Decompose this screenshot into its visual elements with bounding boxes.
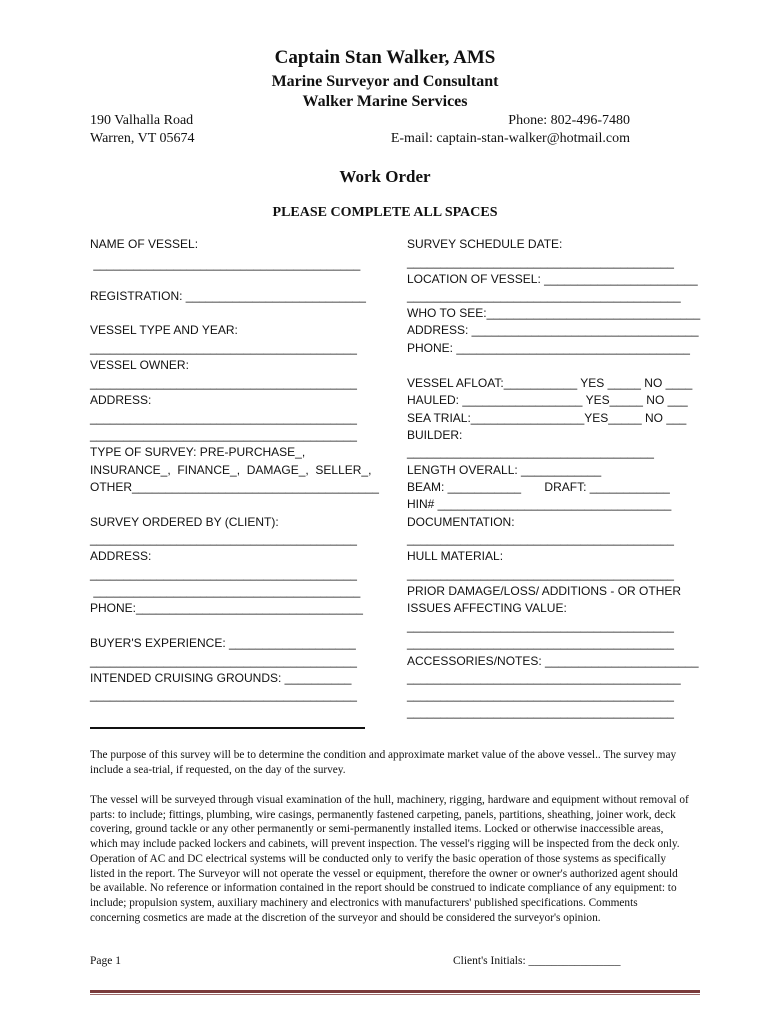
line-name-of-vessel[interactable]: ________________________________________ xyxy=(90,257,361,271)
line-client-address-2[interactable]: ________________________________________ xyxy=(90,584,361,598)
line-buyers-experience[interactable]: ________________________________________ xyxy=(90,654,357,668)
field-registration[interactable]: REGISTRATION: ___________________________ xyxy=(90,289,366,303)
line-owner-address-1[interactable]: ________________________________________ xyxy=(90,411,357,425)
field-contact-address[interactable]: ADDRESS: __________________________________ xyxy=(407,323,699,337)
phone-number: Phone: 802-496-7480 xyxy=(508,113,630,128)
client-initials[interactable]: Client's Initials: ________________ xyxy=(453,955,621,967)
line-hull-material[interactable]: ________________________________________ xyxy=(407,567,674,581)
purpose-paragraph: The purpose of this survey will be to determine the condition and approximate market value of the above vessel.. The survey may include a sea-trial, if requested, on the day of the survey. xyxy=(90,749,677,776)
line-survey-ordered-by[interactable]: ________________________________________ xyxy=(90,532,357,546)
line-cruising-grounds[interactable]: ________________________________________ xyxy=(90,688,357,702)
line-accessories-notes-2[interactable]: ________________________________________ xyxy=(407,688,674,702)
field-contact-phone[interactable]: PHONE: ___________________________________ xyxy=(407,341,690,355)
field-who-to-see[interactable]: WHO TO SEE:________________________________ xyxy=(407,306,701,320)
footer-rule xyxy=(90,990,700,993)
form-title: Work Order xyxy=(339,167,431,186)
line-builder[interactable]: _____________________________________ xyxy=(407,445,654,459)
line-survey-schedule-date[interactable]: ________________________________________ xyxy=(407,255,674,269)
field-sea-trial[interactable]: SEA TRIAL:_________________YES_____ NO ___ xyxy=(407,411,687,425)
surveyor-name: Captain Stan Walker, AMS xyxy=(274,47,496,68)
field-client-phone[interactable]: PHONE:__________________________________ xyxy=(90,601,363,615)
field-beam-draft[interactable]: BEAM: ___________ DRAFT: ____________ xyxy=(407,480,670,494)
field-vessel-afloat[interactable]: VESSEL AFLOAT:___________ YES _____ NO ____ xyxy=(407,376,693,390)
label-issues-affecting-value: ISSUES AFFECTING VALUE: xyxy=(407,601,567,615)
field-hauled[interactable]: HAULED: __________________ YES_____ NO ___ xyxy=(407,393,688,407)
section-divider xyxy=(90,727,365,729)
page-number: Page 1 xyxy=(90,955,121,967)
line-prior-damage-2[interactable]: ________________________________________ xyxy=(407,636,674,650)
field-location-of-vessel[interactable]: LOCATION OF VESSEL: _______________________ xyxy=(407,272,698,286)
label-survey-schedule-date: SURVEY SCHEDULE DATE: xyxy=(407,237,563,251)
line-client-address-1[interactable]: ________________________________________ xyxy=(90,567,357,581)
field-buyers-experience[interactable]: BUYER'S EXPERIENCE: ___________________ xyxy=(90,636,356,650)
form-instruction: PLEASE COMPLETE ALL SPACES xyxy=(272,205,498,220)
line-owner-address-2[interactable]: ________________________________________ xyxy=(90,428,357,442)
surveyor-role: Marine Surveyor and Consultant xyxy=(271,73,499,90)
survey-type-other[interactable]: OTHER_____________________________________ xyxy=(90,480,379,494)
label-vessel-owner: VESSEL OWNER: xyxy=(90,358,189,372)
address-line-2: Warren, VT 05674 xyxy=(90,131,195,146)
inspection-paragraph: The vessel will be surveyed through visual examination of the hull, machinery, rigging, hardware and equipment without removal of parts: to include; fittings, plumbing, wire casings, permanently fastened carpeting, panels, partitions, sheathing, joiner work, deck covering, ground tackle or any other permanently or semi-permanently installed items. Locked or otherwise inaccessible areas, which may include packed lockers and cabinets, will prevent inspection. The vessel's rigging will be inspected from the deck only. Operation of AC and DC electrical systems will be conducted only to verify the basic operation of those systems as specifically listed in the report. The Surveyor will not operate the vessel or equipment, therefore the owner or owner's authorized agent should be available. No reference or information contained in the report should be construed to indicate compliance of any equipment: to include; propulsion system, auxiliary machinery and electronics with manufacturers' published specifications. Comments concerning cosmetics are made at the discretion of the surveyor and should be considered the surveyor's opinion. xyxy=(90,794,689,924)
label-client-address: ADDRESS: xyxy=(90,549,152,563)
label-hull-material: HULL MATERIAL: xyxy=(407,549,504,563)
line-accessories-notes-1[interactable]: _________________________________________ xyxy=(407,671,681,685)
line-vessel-owner[interactable]: ________________________________________ xyxy=(90,376,357,390)
line-location-of-vessel[interactable]: _________________________________________ xyxy=(407,289,681,303)
field-cruising-grounds[interactable]: INTENDED CRUISING GROUNDS: __________ xyxy=(90,671,352,685)
label-owner-address: ADDRESS: xyxy=(90,393,152,407)
line-prior-damage-1[interactable]: ________________________________________ xyxy=(407,619,674,633)
label-builder: BUILDER: xyxy=(407,428,463,442)
email-address: E-mail: captain-stan-walker@hotmail.com xyxy=(390,131,630,146)
label-prior-damage: PRIOR DAMAGE/LOSS/ ADDITIONS - OR OTHER xyxy=(407,584,682,598)
company-name: Walker Marine Services xyxy=(302,93,468,110)
address-line-1: 190 Valhalla Road xyxy=(90,113,194,128)
line-documentation[interactable]: ________________________________________ xyxy=(407,532,674,546)
label-type-of-survey: TYPE OF SURVEY: PRE-PURCHASE_, xyxy=(90,445,306,459)
line-accessories-notes-3[interactable]: ________________________________________ xyxy=(407,705,674,719)
line-vessel-type-year[interactable]: ________________________________________ xyxy=(90,341,357,355)
field-length-overall[interactable]: LENGTH OVERALL: ____________ xyxy=(407,463,602,477)
field-hin[interactable]: HIN# ___________________________________ xyxy=(407,497,672,511)
survey-type-options[interactable]: INSURANCE_, FINANCE_, DAMAGE_, SELLER_, xyxy=(90,463,372,477)
label-documentation: DOCUMENTATION: xyxy=(407,515,515,529)
label-name-of-vessel: NAME OF VESSEL: xyxy=(90,237,199,251)
footer-rule-thin xyxy=(90,994,700,995)
field-accessories-notes[interactable]: ACCESSORIES/NOTES: _______________________ xyxy=(407,654,699,668)
label-survey-ordered-by: SURVEY ORDERED BY (CLIENT): xyxy=(90,515,279,529)
label-vessel-type-year: VESSEL TYPE AND YEAR: xyxy=(90,323,238,337)
